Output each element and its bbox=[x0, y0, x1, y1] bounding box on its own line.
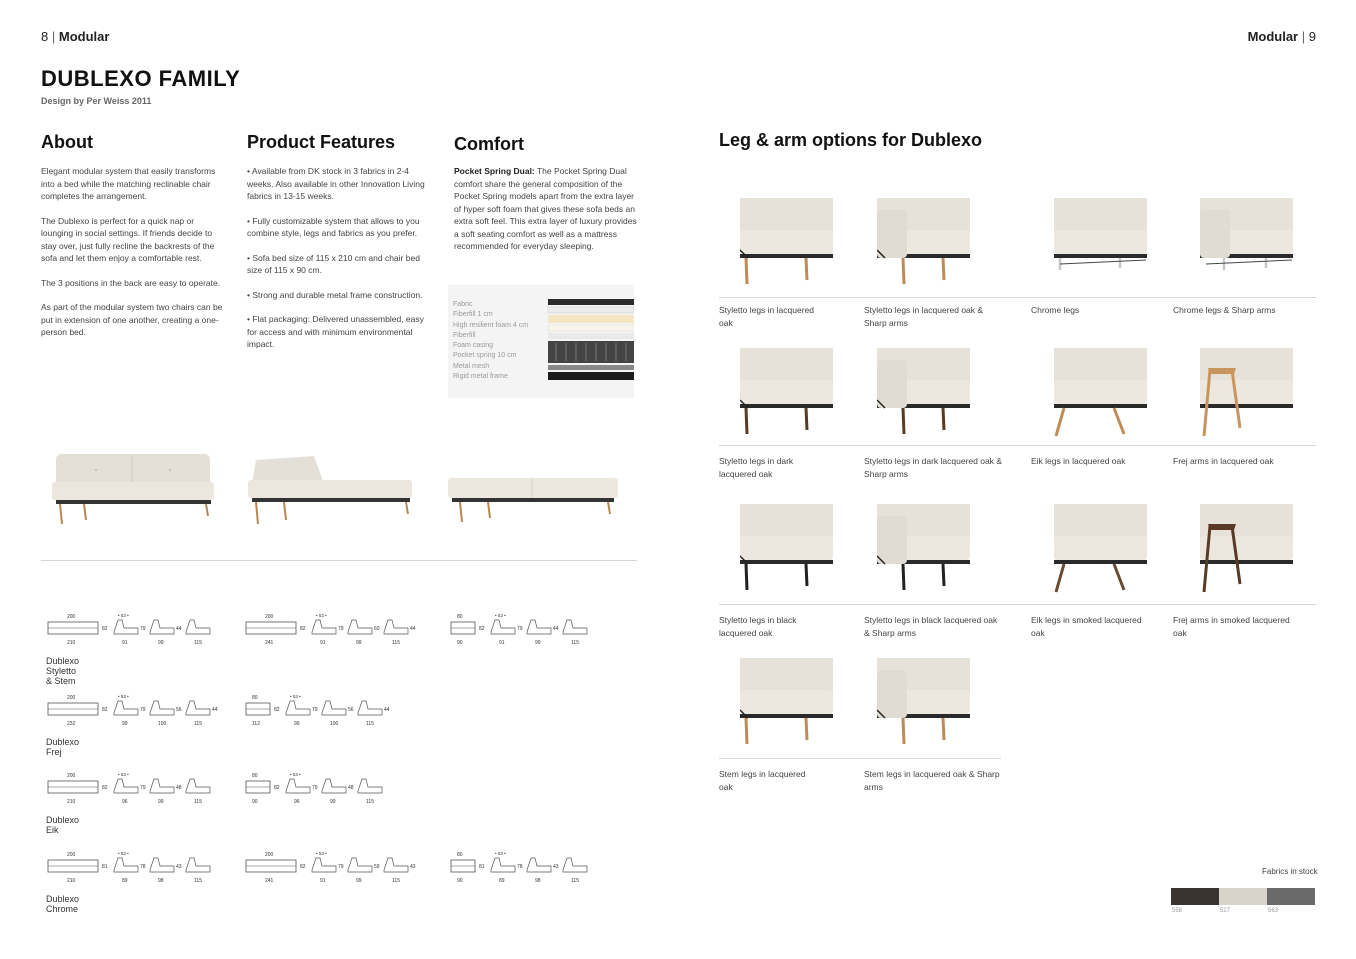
side-height-label: 56 bbox=[176, 707, 182, 713]
front-leg bbox=[903, 564, 904, 590]
chrome-runner bbox=[1060, 260, 1146, 264]
about-paragraph: Elegant modular system that easily transforms into a bed while the matching reclinable chair completes the arrangement. bbox=[41, 166, 216, 201]
side-height-label: 44 bbox=[212, 707, 218, 713]
seat-cushion bbox=[1054, 536, 1147, 560]
side-view-outline bbox=[491, 858, 515, 872]
seat-cushion bbox=[1200, 380, 1293, 404]
side-view-outline bbox=[150, 701, 174, 715]
options-heading: Leg & arm options for Dublexo bbox=[719, 130, 983, 150]
dimension-set bbox=[244, 850, 434, 888]
frame-rail bbox=[740, 714, 833, 718]
depth-dim-label: 115 bbox=[194, 878, 202, 884]
depth-dim-label: 99 bbox=[158, 799, 164, 805]
depth-dim-label: 91 bbox=[499, 640, 505, 646]
side-height-label: 79 bbox=[140, 785, 146, 791]
about-heading: About bbox=[41, 132, 93, 152]
fabric-code: 558 bbox=[1172, 908, 1183, 914]
dimension-set bbox=[244, 693, 434, 731]
front-leg bbox=[1056, 408, 1064, 436]
dimension-set bbox=[46, 771, 236, 809]
depth-dim-label: 115 bbox=[366, 799, 374, 805]
height-dim-label: 82 bbox=[274, 785, 280, 791]
front-leg bbox=[746, 408, 747, 434]
right-page-header bbox=[1248, 29, 1316, 44]
depth-dim-label: 115 bbox=[571, 640, 579, 646]
depth-dim-label: 115 bbox=[571, 878, 579, 884]
seat-cushion bbox=[740, 230, 833, 254]
seat-depth-label: • 53 • bbox=[495, 613, 506, 618]
side-height-label: 79 bbox=[140, 707, 146, 713]
height-dim-label: 82 bbox=[300, 626, 306, 632]
back-leg bbox=[943, 718, 944, 740]
width-dim-label: 200 bbox=[67, 773, 76, 779]
layer-label: Fabric bbox=[453, 301, 473, 308]
depth-dim-label: 115 bbox=[194, 721, 202, 727]
side-height-label: 79 bbox=[338, 626, 344, 632]
right-page-number: 9 bbox=[1308, 29, 1316, 44]
side-height-label: 78 bbox=[517, 864, 523, 870]
depth-dim-label: 115 bbox=[392, 640, 400, 646]
height-dim-label: 82 bbox=[102, 707, 108, 713]
left-page-header bbox=[41, 29, 109, 44]
depth-dim-label: 91 bbox=[122, 640, 128, 646]
option-image bbox=[1200, 198, 1325, 290]
option-image bbox=[1054, 198, 1179, 290]
depth-dim-label: 99 bbox=[158, 640, 164, 646]
front-leg bbox=[746, 564, 747, 590]
bed-width-dim-label: 241 bbox=[265, 878, 274, 884]
seat-cushion bbox=[740, 380, 833, 404]
back-leg bbox=[806, 564, 807, 586]
feature-item: • Available from DK stock in 3 fabrics in 2-4 weeks. Also available in other Innovation Living fabrics in 13-15 weeks. bbox=[247, 166, 425, 201]
back-leg bbox=[806, 408, 807, 430]
side-view-outline bbox=[186, 858, 210, 872]
depth-dim-label: 100 bbox=[158, 721, 167, 727]
feature-item: • Strong and durable metal frame construction. bbox=[247, 289, 423, 300]
dimension-drawing bbox=[449, 850, 639, 888]
depth-dim-label: 98 bbox=[535, 878, 541, 884]
side-view-outline bbox=[114, 779, 138, 793]
options-row-divider bbox=[719, 297, 1316, 298]
side-height-label: 48 bbox=[176, 785, 182, 791]
seat-depth-label: • 53 • bbox=[118, 851, 129, 856]
dimension-set bbox=[244, 771, 434, 809]
option-image bbox=[877, 504, 1002, 596]
about-text bbox=[41, 165, 223, 351]
dimension-set bbox=[46, 612, 236, 650]
height-dim-label: 81 bbox=[102, 864, 108, 870]
depth-dim-label: 115 bbox=[392, 878, 400, 884]
height-dim-label: 82 bbox=[102, 626, 108, 632]
height-dim-label: 81 bbox=[479, 864, 485, 870]
option-image bbox=[1200, 348, 1325, 440]
back-leg bbox=[943, 408, 944, 430]
about-paragraph: As part of the modular system two chairs can be put in extension of one another, creating a one-person bed. bbox=[41, 302, 223, 337]
seat-depth-label: • 53 • bbox=[118, 613, 129, 618]
depth-dim-label: 99 bbox=[122, 721, 128, 727]
height-dim-label: 82 bbox=[102, 785, 108, 791]
option-caption: Styletto legs in black lacquered oak & Sharp arms bbox=[864, 615, 998, 638]
front-leg bbox=[903, 408, 904, 434]
frame-rail bbox=[1200, 560, 1293, 564]
side-height-label: 79 bbox=[140, 626, 146, 632]
option-caption: Styletto legs in dark lacquered oak & Sharp arms bbox=[864, 456, 1002, 479]
width-dim-label: 200 bbox=[265, 614, 274, 620]
options-row-divider bbox=[719, 758, 1001, 759]
seat-cushion bbox=[1054, 380, 1147, 404]
side-height-label: 79 bbox=[517, 626, 523, 632]
fabric-swatch bbox=[1171, 888, 1219, 905]
comfort-heading: Comfort bbox=[454, 134, 524, 154]
height-dim-label: 82 bbox=[274, 707, 280, 713]
fabrics-label: Fabrics in stock bbox=[1262, 867, 1318, 876]
sharp-arm bbox=[877, 670, 907, 718]
bed-width-dim-label: 241 bbox=[265, 640, 274, 646]
option-caption: Styletto legs in dark lacquered oak bbox=[719, 456, 794, 479]
option-caption: Styletto legs in lacquered oak bbox=[719, 305, 814, 328]
side-height-label: 43 bbox=[410, 864, 416, 870]
dimension-drawing bbox=[46, 850, 236, 888]
dimension-group-label: Dublexo Frej bbox=[46, 737, 80, 757]
chrome-runner bbox=[1206, 260, 1292, 264]
seat-depth-label: • 53 • bbox=[290, 772, 301, 777]
front-leg bbox=[1056, 564, 1064, 592]
side-height-label: 44 bbox=[410, 626, 416, 632]
bed-width-dim-label: 90 bbox=[457, 878, 463, 884]
bed-width-dim-label: 210 bbox=[67, 878, 76, 884]
side-height-label: 44 bbox=[384, 707, 390, 713]
side-view-outline bbox=[114, 858, 138, 872]
sharp-arm bbox=[1200, 210, 1230, 258]
depth-dim-label: 89 bbox=[122, 878, 128, 884]
side-height-label: 43 bbox=[553, 864, 559, 870]
side-height-label: 43 bbox=[176, 864, 182, 870]
seat-depth-label: • 53 • bbox=[316, 851, 327, 856]
feature-item: • Fully customizable system that allows to you combine style, legs and fabrics as you prefer. bbox=[247, 215, 420, 238]
option-image bbox=[1200, 504, 1325, 596]
option-caption: Frej arms in lacquered oak bbox=[1173, 456, 1274, 466]
features-list bbox=[247, 165, 432, 363]
feature-item: • Flat packaging: Delivered unassembled, easy for access and with minimum environmental impact. bbox=[247, 314, 424, 349]
features-heading: Product Features bbox=[247, 132, 396, 152]
fabric-swatch bbox=[1267, 888, 1315, 905]
depth-dim-label: 100 bbox=[330, 721, 339, 727]
width-dim-label: 200 bbox=[67, 695, 76, 701]
side-height-label: 44 bbox=[176, 626, 182, 632]
dimension-drawing bbox=[449, 612, 639, 650]
side-height-label: 79 bbox=[312, 707, 318, 713]
side-view-outline bbox=[384, 620, 408, 634]
layer-label: Rigid metal frame bbox=[453, 373, 508, 381]
back-leg bbox=[806, 718, 807, 740]
side-height-label: 79 bbox=[312, 785, 318, 791]
side-view-outline bbox=[150, 779, 174, 793]
side-view-outline bbox=[563, 620, 587, 634]
bed-width-dim-label: 232 bbox=[67, 721, 76, 727]
bed-width-dim-label: 210 bbox=[67, 799, 76, 805]
comfort-description: The Pocket Spring Dual comfort share the general composition of the Pocket Spring models apart from the extra layer of hyper soft foam that gives these sofa beds an extra soft feel. This extra layer of luxury provides a soft seating comfort as well as a mattress recommended for everyday sleeping. bbox=[454, 166, 637, 251]
sharp-arm bbox=[877, 360, 907, 408]
about-paragraph: The 3 positions in the back are easy to operate. bbox=[41, 277, 221, 288]
option-image bbox=[1054, 348, 1179, 440]
dimension-group-label: Dublexo Eik bbox=[46, 815, 80, 835]
side-view-outline bbox=[150, 858, 174, 872]
bed-width-dim-label: 112 bbox=[252, 721, 260, 727]
depth-dim-label: 98 bbox=[158, 878, 164, 884]
option-image bbox=[740, 348, 865, 440]
frame-rail bbox=[740, 560, 833, 564]
layer-label: Foam casing bbox=[453, 342, 494, 350]
depth-dim-label: 99 bbox=[535, 640, 541, 646]
width-dim-label: 80 bbox=[457, 852, 463, 858]
seat-depth-label: • 53 • bbox=[495, 851, 506, 856]
option-image bbox=[877, 658, 1002, 750]
layer-label: Metal mesh bbox=[453, 362, 490, 370]
dimension-drawing bbox=[244, 612, 434, 650]
depth-dim-label: 99 bbox=[294, 721, 300, 727]
side-view-outline bbox=[348, 620, 372, 634]
option-image bbox=[877, 348, 1002, 440]
depth-dim-label: 89 bbox=[499, 878, 505, 884]
side-view-outline bbox=[563, 858, 587, 872]
depth-dim-label: 96 bbox=[294, 799, 300, 805]
side-view-outline bbox=[312, 858, 336, 872]
dimension-drawing bbox=[46, 693, 236, 731]
dimension-set bbox=[46, 850, 236, 888]
side-height-label: 48 bbox=[348, 785, 354, 791]
bed-width-dim-label: 90 bbox=[252, 799, 258, 805]
seat-depth-label: • 53 • bbox=[118, 772, 129, 777]
comfort-text bbox=[454, 165, 638, 265]
width-dim-label: 200 bbox=[67, 852, 76, 858]
side-view-outline bbox=[348, 858, 372, 872]
option-caption: Styletto legs in lacquered oak & Sharp arms bbox=[864, 305, 984, 328]
depth-dim-label: 91 bbox=[320, 640, 326, 646]
depth-dim-label: 91 bbox=[320, 878, 326, 884]
depth-dim-label: 115 bbox=[194, 799, 202, 805]
dimension-drawing bbox=[46, 771, 236, 809]
section-divider bbox=[41, 560, 637, 561]
sofa-recline-image bbox=[248, 450, 416, 530]
depth-dim-label: 99 bbox=[356, 640, 362, 646]
header-separator: | bbox=[51, 29, 56, 44]
option-image bbox=[740, 198, 865, 290]
option-caption: Eik legs in lacquered oak bbox=[1031, 456, 1126, 466]
option-caption: Stem legs in lacquered oak bbox=[719, 769, 806, 792]
sharp-arm bbox=[877, 210, 907, 258]
option-caption: Styletto legs in black lacquered oak bbox=[719, 615, 797, 638]
layer-label: Fiberfill bbox=[453, 331, 476, 339]
frame-rail bbox=[740, 404, 833, 408]
left-page-number: 8 bbox=[41, 29, 49, 44]
side-height-label: 60 bbox=[374, 626, 380, 632]
back-leg bbox=[1114, 564, 1124, 590]
back-leg bbox=[806, 258, 807, 280]
sharp-arm bbox=[877, 516, 907, 564]
layer-label: High resilient foam 4 cm bbox=[453, 321, 529, 329]
header-separator-right: | bbox=[1301, 29, 1306, 44]
option-image bbox=[1054, 504, 1179, 596]
width-dim-label: 80 bbox=[252, 773, 258, 779]
bed-width-dim-label: 210 bbox=[67, 640, 76, 646]
side-height-label: 78 bbox=[140, 864, 146, 870]
option-image bbox=[877, 198, 1002, 290]
right-section-title: Modular bbox=[1247, 29, 1299, 44]
side-view-outline bbox=[286, 779, 310, 793]
side-height-label: 44 bbox=[553, 626, 559, 632]
sofa-upright-image bbox=[52, 450, 217, 530]
front-leg bbox=[903, 258, 904, 284]
depth-dim-label: 99 bbox=[356, 878, 362, 884]
option-caption: Frej arms in smoked lacquered oak bbox=[1173, 615, 1290, 638]
depth-dim-label: 115 bbox=[366, 721, 374, 727]
back-leg bbox=[1114, 408, 1124, 434]
width-dim-label: 200 bbox=[265, 852, 274, 858]
side-view-outline bbox=[186, 779, 210, 793]
fabric-code: 563 bbox=[1268, 908, 1279, 914]
bed-width-dim-label: 90 bbox=[457, 640, 463, 646]
side-view-outline bbox=[286, 701, 310, 715]
back-leg bbox=[943, 258, 944, 280]
seat-depth-label: • 53 • bbox=[316, 613, 327, 618]
height-dim-label: 82 bbox=[300, 864, 306, 870]
back-leg bbox=[943, 564, 944, 586]
width-dim-label: 200 bbox=[67, 614, 76, 620]
side-height-label: 59 bbox=[374, 864, 380, 870]
side-view-outline bbox=[322, 779, 346, 793]
side-view-outline bbox=[186, 620, 210, 634]
dimension-set bbox=[449, 612, 639, 650]
dimension-group-label: Dublexo Styletto & Stem bbox=[46, 656, 80, 686]
layer-label: Fiberfill 1 cm bbox=[453, 311, 493, 319]
dimension-set bbox=[244, 612, 434, 650]
dimension-set bbox=[449, 850, 639, 888]
left-section-title: Modular bbox=[58, 29, 110, 44]
side-view-outline bbox=[527, 620, 551, 634]
comfort-lead: Pocket Spring Dual: bbox=[454, 166, 535, 176]
seat-cushion bbox=[1200, 536, 1293, 560]
width-dim-label: 80 bbox=[457, 614, 463, 620]
about-paragraph: The Dublexo is perfect for a quick nap or lounging in social settings. If friends decide to stay over, just fully recline the backrests of the sofa and let them enjoy a comfortable rest. bbox=[41, 215, 215, 263]
dimension-set bbox=[46, 693, 236, 731]
options-row-divider bbox=[719, 445, 1316, 446]
dimension-drawing bbox=[244, 771, 434, 809]
front-leg bbox=[746, 258, 747, 284]
seat-cushion bbox=[740, 536, 833, 560]
layer-label: Pocket spring 10 cm bbox=[453, 352, 517, 360]
frame-rail bbox=[1200, 404, 1293, 408]
dimension-drawing bbox=[46, 612, 236, 650]
side-view-outline bbox=[358, 779, 382, 793]
side-height-label: 79 bbox=[338, 864, 344, 870]
seat-cushion bbox=[1054, 230, 1147, 254]
mattress-layer-labels bbox=[453, 300, 528, 382]
side-view-outline bbox=[150, 620, 174, 634]
front-leg bbox=[903, 718, 904, 744]
page-title: DUBLEXO FAMILY bbox=[41, 66, 241, 91]
seat-depth-label: • 53 • bbox=[290, 694, 301, 699]
option-caption: Chrome legs & Sharp arms bbox=[1173, 305, 1276, 315]
side-view-outline bbox=[384, 858, 408, 872]
depth-dim-label: 115 bbox=[194, 640, 202, 646]
side-view-outline bbox=[322, 701, 346, 715]
frame-rail bbox=[1054, 404, 1147, 408]
option-image bbox=[740, 504, 865, 596]
frame-rail bbox=[1054, 560, 1147, 564]
front-leg bbox=[746, 718, 747, 744]
depth-dim-label: 96 bbox=[122, 799, 128, 805]
option-image bbox=[740, 658, 865, 750]
frame-rail bbox=[740, 254, 833, 258]
dimension-drawing bbox=[244, 850, 434, 888]
side-view-outline bbox=[114, 620, 138, 634]
height-dim-label: 82 bbox=[479, 626, 485, 632]
sofa-bed-image bbox=[448, 470, 620, 530]
seat-cushion bbox=[740, 690, 833, 714]
option-caption: Chrome legs bbox=[1031, 305, 1080, 315]
side-view-outline bbox=[114, 701, 138, 715]
seat-depth-label: • 53 • bbox=[118, 694, 129, 699]
fabric-code: 527 bbox=[1220, 908, 1231, 914]
side-view-outline bbox=[186, 701, 210, 715]
frame-rail bbox=[1054, 254, 1147, 258]
fabric-swatch bbox=[1219, 888, 1267, 905]
options-row-divider bbox=[719, 604, 1316, 605]
feature-item: • Sofa bed size of 115 x 210 cm and chair bed size of 115 x 90 cm. bbox=[247, 252, 420, 275]
option-caption: Stem legs in lacquered oak & Sharp arms bbox=[864, 769, 1000, 792]
dimension-group-label: Dublexo Chrome bbox=[46, 894, 80, 914]
side-view-outline bbox=[527, 858, 551, 872]
side-view-outline bbox=[358, 701, 382, 715]
dimension-drawing bbox=[244, 693, 434, 731]
side-view-outline bbox=[312, 620, 336, 634]
option-caption: Eik legs in smoked lacquered oak bbox=[1031, 615, 1142, 638]
side-height-label: 56 bbox=[348, 707, 354, 713]
side-view-outline bbox=[491, 620, 515, 634]
width-dim-label: 80 bbox=[252, 695, 258, 701]
depth-dim-label: 99 bbox=[330, 799, 336, 805]
designer-credit: Design by Per Weiss 2011 bbox=[41, 96, 152, 106]
